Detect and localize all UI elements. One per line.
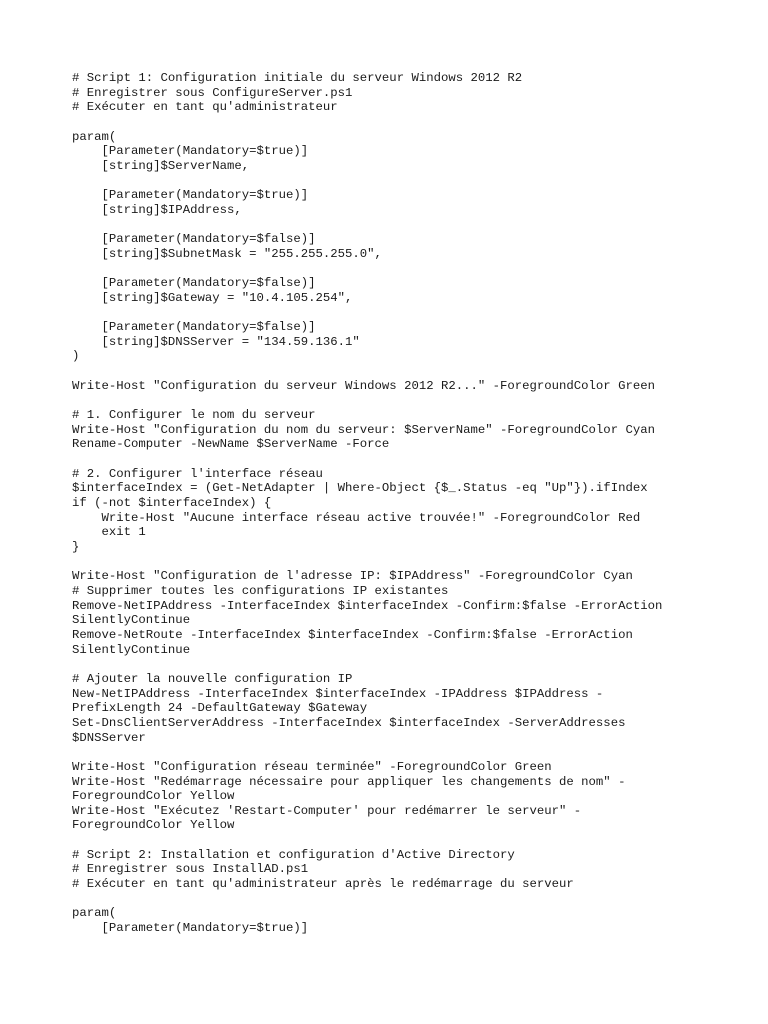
blank-line <box>72 393 712 408</box>
code-line: [string]$IPAddress, <box>72 202 242 217</box>
code-line: [Parameter(Mandatory=$false)] <box>72 320 316 335</box>
code-line: Write-Host "Configuration de l'adresse IP: $IPAddress" -ForegroundColor Cyan <box>72 569 633 584</box>
code-line: ForegroundColor Yellow <box>72 789 235 804</box>
blank-line <box>72 306 712 321</box>
comment-line: # 1. Configurer le nom du serveur <box>72 408 316 423</box>
comment-line: # Exécuter en tant qu'administrateur <box>72 100 338 115</box>
code-line: Remove-NetIPAddress -InterfaceIndex $interfaceIndex -Confirm:$false -ErrorAction <box>72 598 663 613</box>
code-line: param( <box>72 906 117 921</box>
code-line: if (-not $interfaceIndex) { <box>72 496 272 511</box>
document-page <box>72 71 712 936</box>
code-line: Write-Host "Exécutez 'Restart-Computer' pour redémarrer le serveur" - <box>72 803 582 818</box>
code-line: Rename-Computer -NewName $ServerName -Force <box>72 437 390 452</box>
blank-line <box>72 657 712 672</box>
code-line: Write-Host "Aucune interface réseau active trouvée!" -ForegroundColor Red <box>72 510 641 525</box>
code-line: [Parameter(Mandatory=$true)] <box>72 921 309 936</box>
blank-line <box>72 833 712 848</box>
code-line: [Parameter(Mandatory=$true)] <box>72 188 309 203</box>
code-line: Set-DnsClientServerAddress -InterfaceIndex $interfaceIndex -ServerAddresses <box>72 715 626 730</box>
code-line: [Parameter(Mandatory=$true)] <box>72 144 309 159</box>
code-line: Write-Host "Configuration réseau terminée" -ForegroundColor Green <box>72 759 552 774</box>
blank-line <box>72 892 712 907</box>
blank-line <box>72 364 712 379</box>
code-line: SilentlyContinue <box>72 642 191 657</box>
comment-line: # Exécuter en tant qu'administrateur après le redémarrage du serveur <box>72 877 574 892</box>
code-line: [string]$SubnetMask = "255.255.255.0", <box>72 246 382 261</box>
code-line: [Parameter(Mandatory=$false)] <box>72 232 316 247</box>
comment-line: # Script 1: Configuration initiale du serveur Windows 2012 R2 <box>72 71 523 85</box>
code-line: Write-Host "Configuration du nom du serveur: $ServerName" -ForegroundColor Cyan <box>72 422 655 437</box>
comment-line: # Ajouter la nouvelle configuration IP <box>72 671 353 686</box>
code-line: param( <box>72 129 117 144</box>
comment-line: # 2. Configurer l'interface réseau <box>72 466 323 481</box>
code-listing <box>72 71 712 936</box>
code-line: PrefixLength 24 -DefaultGateway $Gateway <box>72 701 368 716</box>
comment-line: # Script 2: Installation et configuration d'Active Directory <box>72 847 515 862</box>
code-line: $DNSServer <box>72 730 146 745</box>
code-line: exit 1 <box>72 525 146 540</box>
code-line: [string]$Gateway = "10.4.105.254", <box>72 290 353 305</box>
comment-line: # Enregistrer sous InstallAD.ps1 <box>72 862 309 877</box>
blank-line <box>72 218 712 233</box>
blank-line <box>72 452 712 467</box>
code-line: $interfaceIndex = (Get-NetAdapter | Where-Object {$_.Status -eq "Up"}).ifIndex <box>72 481 648 496</box>
code-line: [Parameter(Mandatory=$false)] <box>72 276 316 291</box>
blank-line <box>72 745 712 760</box>
code-line: Write-Host "Configuration du serveur Windows 2012 R2..." -ForegroundColor Green <box>72 378 655 393</box>
blank-line <box>72 115 712 130</box>
code-line: } <box>72 540 80 554</box>
code-line: [string]$ServerName, <box>72 158 250 173</box>
code-line: New-NetIPAddress -InterfaceIndex $interfaceIndex -IPAddress $IPAddress - <box>72 686 604 701</box>
comment-line: # Supprimer toutes les configurations IP existantes <box>72 583 449 598</box>
code-line: Write-Host "Redémarrage nécessaire pour appliquer les changements de nom" - <box>72 774 626 789</box>
code-line: Remove-NetRoute -InterfaceIndex $interfaceIndex -Confirm:$false -ErrorAction <box>72 627 633 642</box>
blank-line <box>72 555 712 570</box>
blank-line <box>72 262 712 277</box>
blank-line <box>72 174 712 189</box>
code-line: SilentlyContinue <box>72 613 191 628</box>
code-line: ) <box>72 349 80 364</box>
code-line: ForegroundColor Yellow <box>72 818 235 833</box>
comment-line: # Enregistrer sous ConfigureServer.ps1 <box>72 85 353 100</box>
code-line: [string]$DNSServer = "134.59.136.1" <box>72 334 360 349</box>
